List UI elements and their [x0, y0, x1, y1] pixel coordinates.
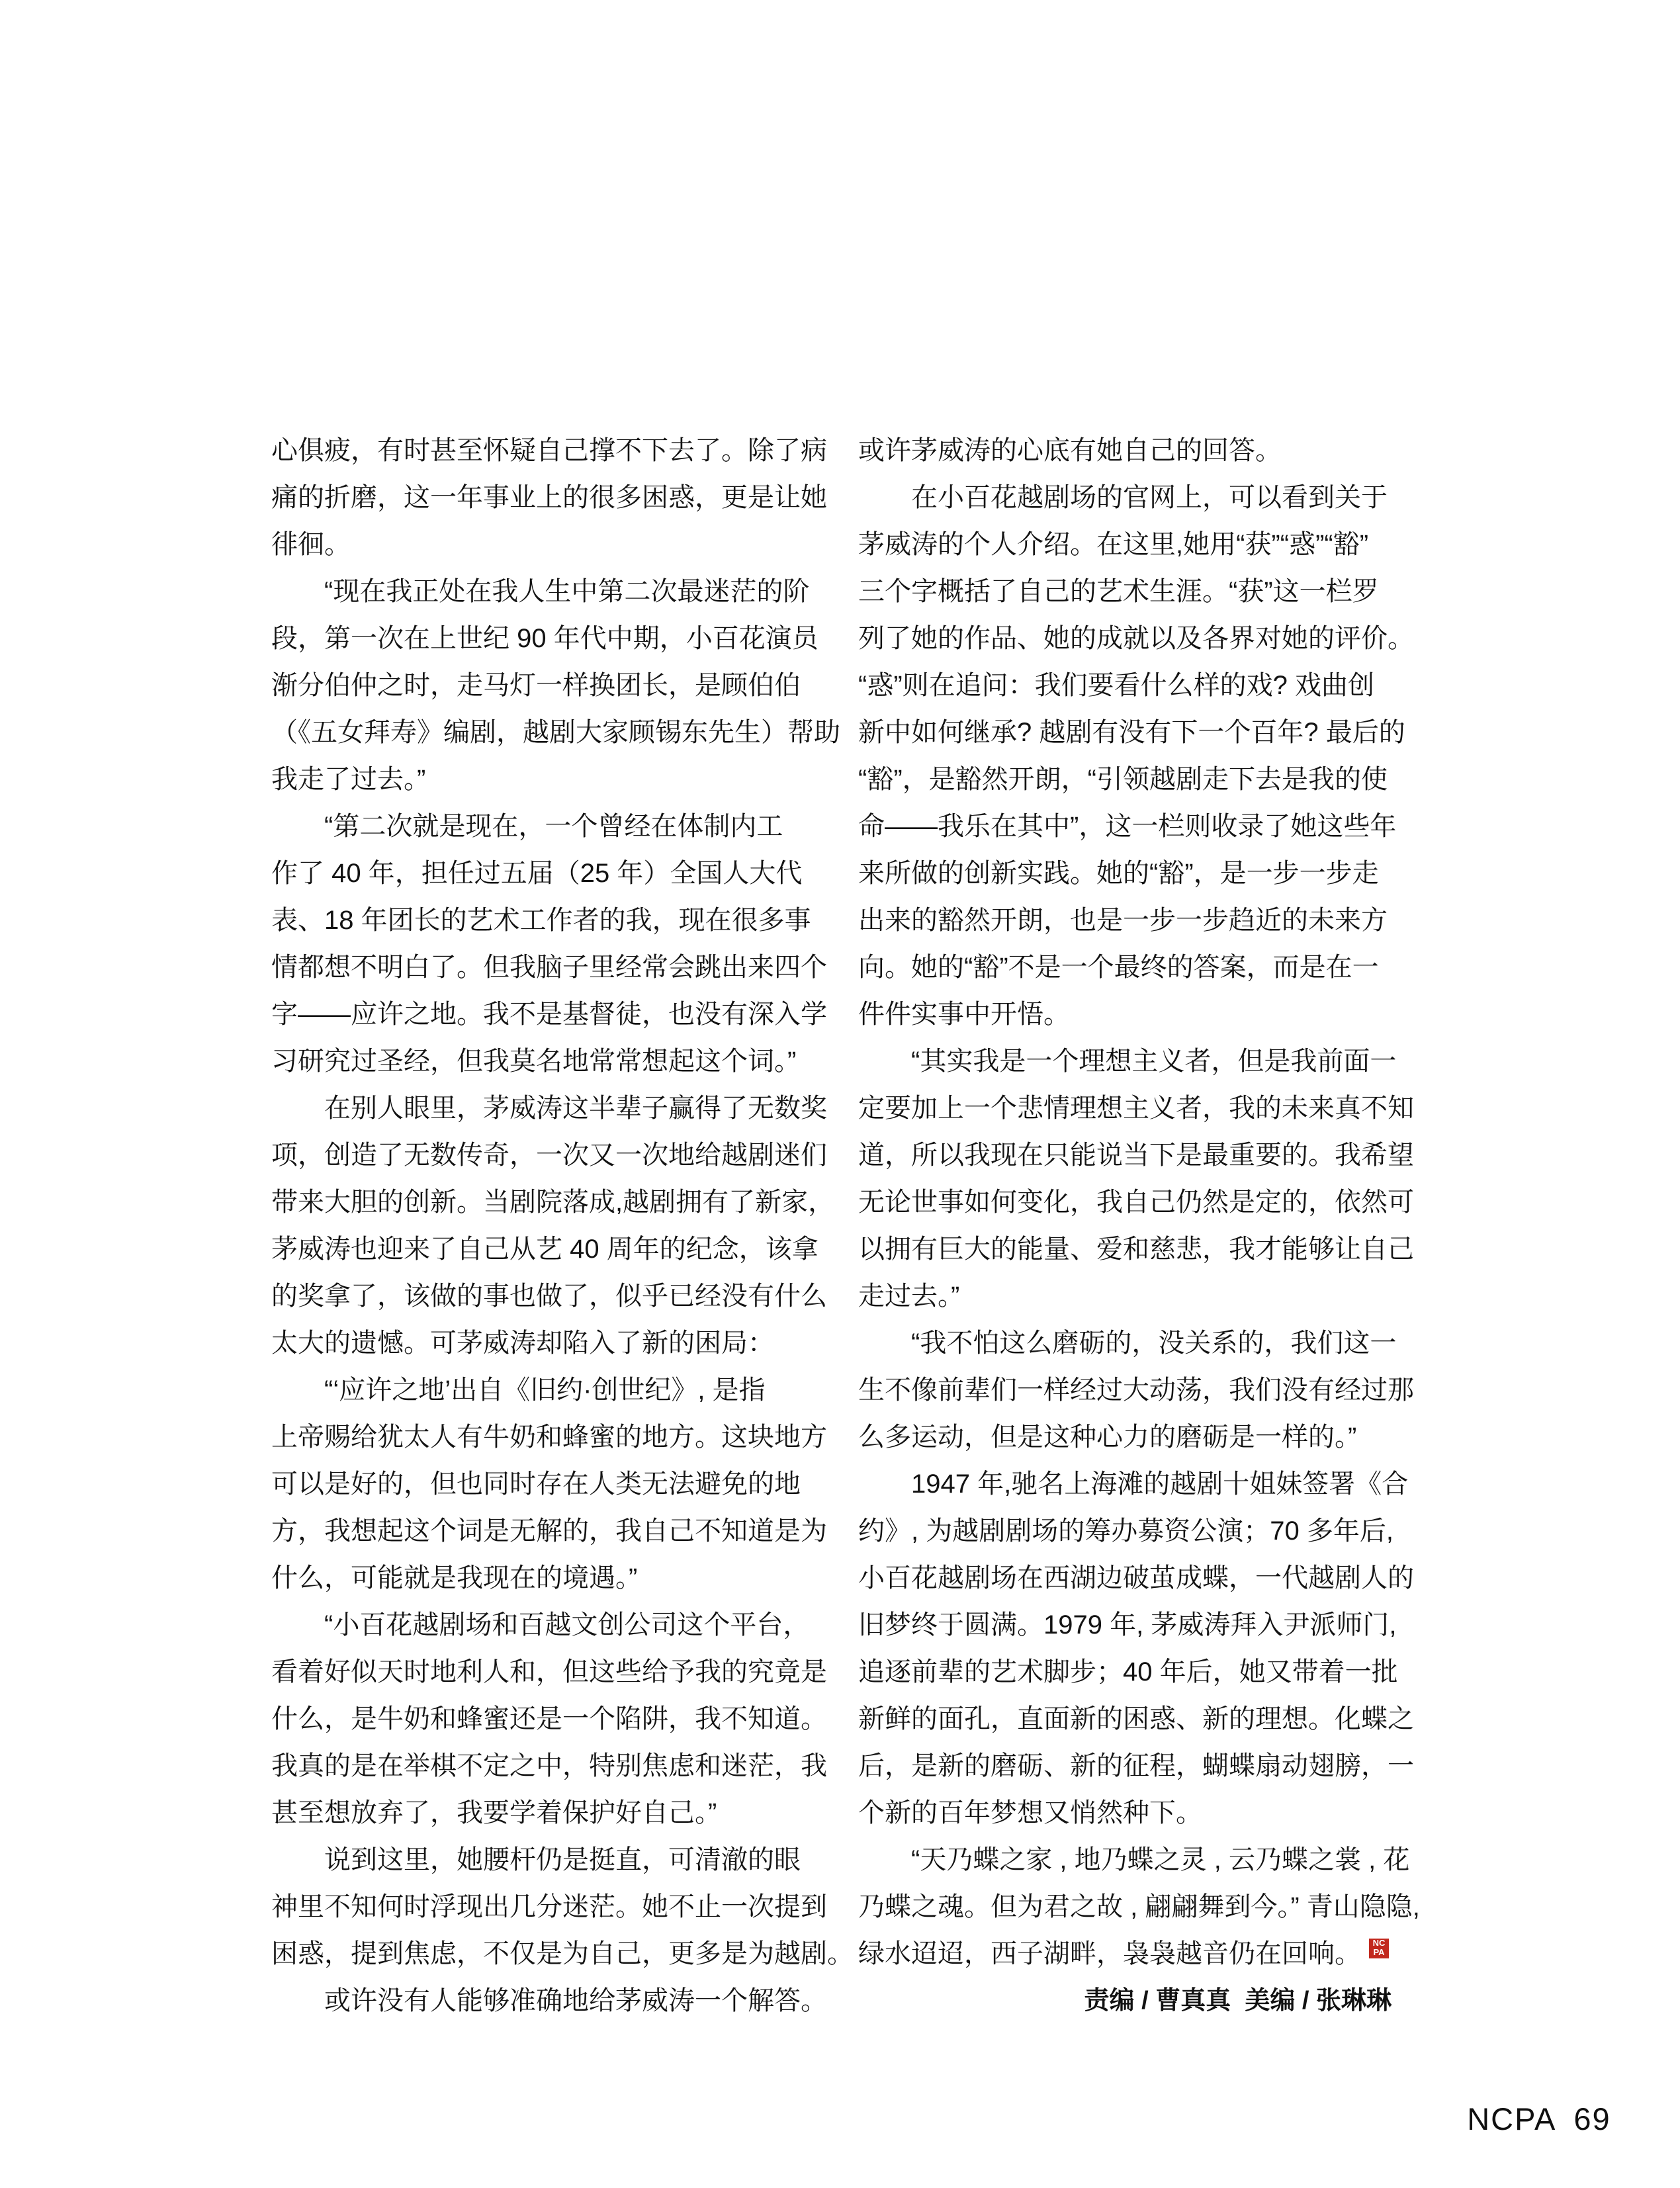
text-line: 说到这里，她腰杆仍是挺直，可清澈的眼 — [271, 1845, 801, 1874]
text-line: 无论世事如何变化，我自己仍然是定的，依然可 — [858, 1188, 1414, 1217]
text-line: 我走了过去。” — [271, 765, 426, 794]
text-line: 太大的遗憾。可茅威涛却陷入了新的困局： — [271, 1329, 774, 1358]
text-line: 小百花越剧场在西湖边破茧成蝶，一代越剧人的 — [858, 1563, 1414, 1593]
text-line: 字——应许之地。我不是基督徒，也没有深入学 — [271, 1000, 827, 1029]
footer-page-number: 69 — [1573, 2101, 1611, 2136]
footer-brand: NCPA — [1467, 2101, 1557, 2136]
text-line: “惑”则在追问：我们要看什么样的戏? 戏曲创 — [858, 671, 1374, 700]
text-line: 渐分伯仲之时，走马灯一样换团长，是顾伯伯 — [271, 671, 801, 700]
text-line: 件件实事中开悟。 — [858, 1000, 1070, 1029]
text-line: （《五女拜寿》编剧，越剧大家顾锡东先生）帮助 — [271, 718, 840, 747]
text-line: 绿水迢迢，西子湖畔，袅袅越音仍在回响。 NC PA — [858, 1931, 1415, 1978]
text-line: 习研究过圣经，但我莫名地常常想起这个词。” — [271, 1047, 797, 1076]
text-line: 向。她的“豁”不是一个最终的答案，而是在一 — [858, 953, 1379, 982]
text-line: 痛的折磨，这一年事业上的很多困惑，更是让她 — [271, 483, 827, 512]
text-line: 表、18 年团长的艺术工作者的我，现在很多事 — [271, 906, 811, 935]
text-line: 甚至想放弃了，我要学着保护好自己。” — [271, 1798, 717, 1827]
text-line: 我真的是在举棋不定之中，特别焦虑和迷茫，我 — [271, 1751, 827, 1780]
text-line: “‘应许之地’出自《旧约·创世纪》, 是指 — [271, 1376, 766, 1405]
text-line: 追逐前辈的艺术脚步；40 年后，她又带着一批 — [858, 1657, 1398, 1686]
text-line: 在小百花越剧场的官网上，可以看到关于 — [858, 483, 1388, 512]
article-right-column — [858, 427, 1420, 1978]
text-line: 茅威涛也迎来了自己从艺 40 周年的纪念，该拿 — [271, 1235, 818, 1264]
text-line: 个新的百年梦想又悄然种下。 — [858, 1798, 1202, 1827]
text-line: 么多运动，但是这种心力的磨砺是一样的。” — [858, 1422, 1357, 1452]
text-line: 以拥有巨大的能量、爱和慈悲，我才能够让自己 — [858, 1235, 1414, 1264]
text-line: 的奖拿了，该做的事也做了，似乎已经没有什么 — [271, 1282, 827, 1311]
ncpa-seal: NC PA — [1369, 1939, 1389, 1958]
text-line: 或许没有人能够准确地给茅威涛一个解答。 — [271, 1986, 827, 2015]
text-line: 在别人眼里，茅威涛这半辈子赢得了无数奖 — [271, 1094, 827, 1123]
text-line: 生不像前辈们一样经过大动荡，我们没有经过那 — [858, 1376, 1414, 1405]
text-line: 带来大胆的创新。当剧院落成,越剧拥有了新家， — [271, 1188, 835, 1217]
page-footer — [1427, 2070, 1611, 2169]
text-line: 什么，可能就是我现在的境遇。” — [271, 1563, 638, 1593]
text-line: 神里不知何时浮现出几分迷茫。她不止一次提到 — [271, 1892, 827, 1921]
text-line: 旧梦终于圆满。1979 年, 茅威涛拜入尹派师门, — [858, 1610, 1397, 1640]
article-left-column — [271, 427, 854, 2025]
text-line: “豁”，是豁然开朗，“引领越剧走下去是我的使 — [858, 765, 1388, 794]
text-line: 约》, 为越剧剧场的筹办募资公演；70 多年后, — [858, 1516, 1393, 1546]
text-line: 情都想不明白了。但我脑子里经常会跳出来四个 — [271, 953, 827, 982]
text-line: 茅威涛的个人介绍。在这里,她用“获”“惑”“豁” — [858, 530, 1369, 559]
text-line: 道，所以我现在只能说当下是最重要的。我希望 — [858, 1141, 1414, 1170]
text-line: 出来的豁然开朗，也是一步一步趋近的未来方 — [858, 906, 1388, 935]
text-line: 方，我想起这个词是无解的，我自己不知道是为 — [271, 1516, 827, 1546]
text-line: 定要加上一个悲情理想主义者，我的未来真不知 — [858, 1094, 1414, 1123]
text-line: 来所做的创新实践。她的“豁”，是一步一步走 — [858, 859, 1379, 888]
text-line: 命——我乐在其中”，这一栏则收录了她这些年 — [858, 812, 1397, 841]
text-line: 新中如何继承? 越剧有没有下一个百年? 最后的 — [858, 718, 1405, 747]
text-line: 1947 年,驰名上海滩的越剧十姐妹签署《合 — [858, 1469, 1409, 1499]
editor-credit: 责编 / 曹真真 美编 / 张琳琳 — [1084, 1987, 1392, 2015]
text-line: 上帝赐给犹太人有牛奶和蜂蜜的地方。这块地方 — [271, 1422, 827, 1452]
text-line: 列了她的作品、她的成就以及各界对她的评价。 — [858, 624, 1414, 653]
text-line: 作了 40 年，担任过五届（25 年）全国人大代 — [271, 859, 803, 888]
text-line: 徘徊。 — [271, 530, 351, 559]
text-line: 后，是新的磨砺、新的征程，蝴蝶扇动翅膀，一 — [858, 1751, 1414, 1780]
text-line: 三个字概括了自己的艺术生涯。“获”这一栏罗 — [858, 577, 1379, 606]
text-line: “天乃蝶之家 , 地乃蝶之灵 , 云乃蝶之裳 , 花 — [858, 1845, 1410, 1874]
text-line: “其实我是一个理想主义者，但是我前面一 — [858, 1047, 1397, 1076]
text-line: 乃蝶之魂。但为君之故 , 翩翩舞到今。” 青山隐隐, — [858, 1892, 1420, 1921]
text-line: 走过去。” — [858, 1282, 960, 1311]
text-line: 新鲜的面孔，直面新的困惑、新的理想。化蝶之 — [858, 1704, 1414, 1733]
text-line: 看着好似天时地利人和，但这些给予我的究竟是 — [271, 1657, 827, 1686]
text-line: 项，创造了无数传奇，一次又一次地给越剧迷们 — [271, 1141, 827, 1170]
text-line: “第二次就是现在，一个曾经在体制内工 — [271, 812, 783, 841]
text-line: 困惑，提到焦虑，不仅是为自己，更多是为越剧。 — [271, 1939, 854, 1968]
text-line: 什么，是牛奶和蜂蜜还是一个陷阱，我不知道。 — [271, 1704, 827, 1733]
text-line: 或许茅威涛的心底有她自己的回答。 — [858, 436, 1282, 465]
text-line: 可以是好的，但也同时存在人类无法避免的地 — [271, 1469, 801, 1499]
text-line: “现在我正处在我人生中第二次最迷茫的阶 — [271, 577, 810, 606]
text-line: 段，第一次在上世纪 90 年代中期，小百花演员 — [271, 624, 818, 653]
text-line: 心俱疲，有时甚至怀疑自己撑不下去了。除了病 — [271, 436, 827, 465]
text-line: “小百花越剧场和百越文创公司这个平台， — [271, 1610, 810, 1640]
text-line: “我不怕这么磨砺的，没关系的，我们这一 — [858, 1329, 1397, 1358]
